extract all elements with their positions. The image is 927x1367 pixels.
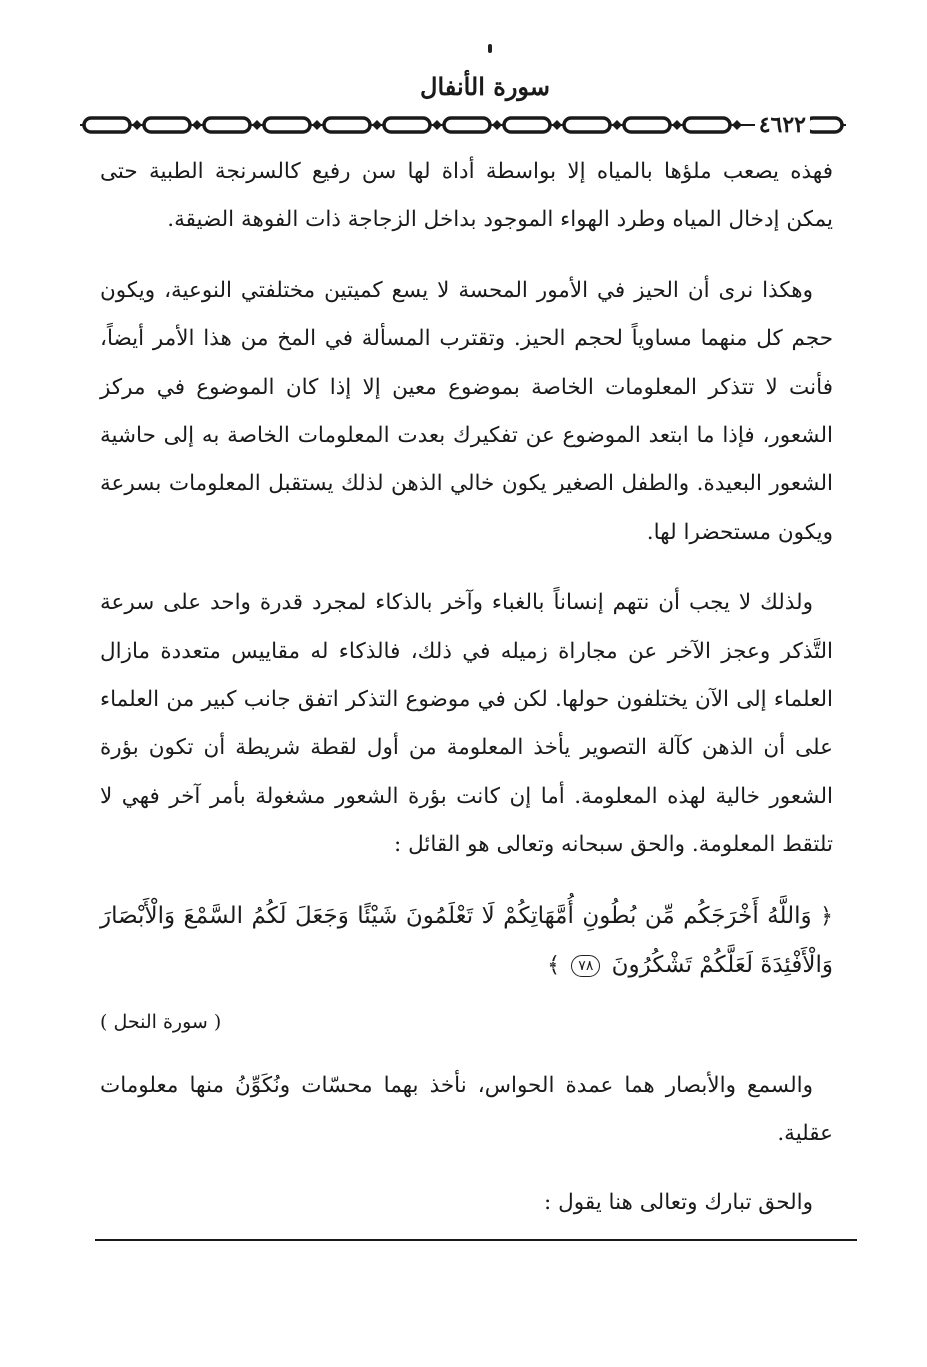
paragraph-3: ولذلك لا يجب أن نتهم إنساناً بالغباء وآخر بالذكاء لمجرد قدرة واحد على سرعة التَّذكر وعجز الآخر عن مجاراة زميله في ذلك، فالذكاء له مقاييس متعددة مازال العلماء إلى الآن يختلفون حولها. لكن في موضوع التذكر اتفق جانب كبير من العلماء على أن الذهن كآلة التصوير يأخذ المعلومة من أول لقطة شريطة أن تكون بؤرة الشعور خالية لهذه المعلومة. أما إن كانت بؤرة الشعور مشغولة بأمر آخر فهي لا تلتقط المعلومة. والحق سبحانه وتعالى هو القائل : <box>100 590 833 858</box>
verse-source: ( سورة النحل ) <box>100 1010 222 1033</box>
chain-link <box>264 118 310 132</box>
chain-diamond <box>612 120 622 130</box>
top-ornament-mark <box>488 44 492 53</box>
verse-text: وَاللَّهُ أَخْرَجَكُم مِّن بُطُونِ أُمَّهَاتِكُمْ لَا تَعْلَمُونَ شَيْئًا وَجَعَلَ لَكُمُ السَّمْعَ وَالْأَبْصَارَ وَالْأَفْئِدَةَ لَعَلَّكُمْ تَشْكُرُونَ <box>100 902 833 978</box>
chain-link <box>144 118 190 132</box>
paragraph-5: والحق تبارك وتعالى هنا يقول : <box>544 1189 813 1215</box>
footer-rule <box>95 1239 857 1241</box>
chain-link-end <box>806 118 842 132</box>
chain-diamond <box>552 120 562 130</box>
paragraph-4: والسمع والأبصار هما عمدة الحواس، نأخذ بهما محسّات ونُكَوِّنُ منها معلومات عقلية. <box>100 1072 833 1147</box>
chain-link <box>624 118 670 132</box>
verse-close-bracket: ﴾ <box>547 952 560 978</box>
chain-link <box>564 118 610 132</box>
chain-ornament <box>78 110 848 140</box>
chain-diamond <box>312 120 322 130</box>
verse-open-bracket: ﴿ <box>820 903 834 929</box>
chain-link <box>444 118 490 132</box>
chain-link <box>684 118 730 132</box>
chain-diamond <box>732 120 742 130</box>
paragraph-1: فهذه يصعب ملؤها بالمياه إلا بواسطة أداة لها سن رفيع كالسرنجة الطبية حتى يمكن إدخال المياه وطرد الهواء الموجود بداخل الزجاجة ذات الفوهة الضيقة. <box>100 159 833 233</box>
chain-diamond <box>492 120 502 130</box>
paragraph-2: وهكذا نرى أن الحيز في الأمور المحسة لا يسع كميتين مختلفتي النوعية، ويكون حجم كل منهما مساوياً لحجم الحيز. وتقترب المسألة في المخ من هذا الأمر أيضاً، فأنت لا تتذكر المعلومات الخاصة بموضوع معين إلا إذا كان الموضوع في مركز الشعور، فإذا ما ابتعد الموضوع عن تفكيرك بعدت المعلومات الخاصة به إلى حاشية الشعور البعيدة. والطفل الصغير يكون خالي الذهن لذلك يستقبل المعلومات بسرعة ويكون مستحضرا لها. <box>100 277 833 545</box>
surah-title: سورة الأنفال <box>420 72 550 101</box>
chain-diamond <box>432 120 442 130</box>
chain-diamond <box>252 120 262 130</box>
body-text <box>100 148 833 1227</box>
quran-verse <box>100 892 833 990</box>
chain-diamond <box>372 120 382 130</box>
chain-link <box>204 118 250 132</box>
verse-number: ٧٨ <box>571 955 600 977</box>
chain-link <box>84 118 130 132</box>
page-number: ٤٦٢٢ <box>755 110 810 140</box>
chain-link <box>384 118 430 132</box>
chain-link <box>324 118 370 132</box>
chain-diamond <box>192 120 202 130</box>
chain-diamond <box>672 120 682 130</box>
chain-link <box>504 118 550 132</box>
chain-diamond <box>132 120 142 130</box>
header-ornament-bar <box>78 110 848 140</box>
